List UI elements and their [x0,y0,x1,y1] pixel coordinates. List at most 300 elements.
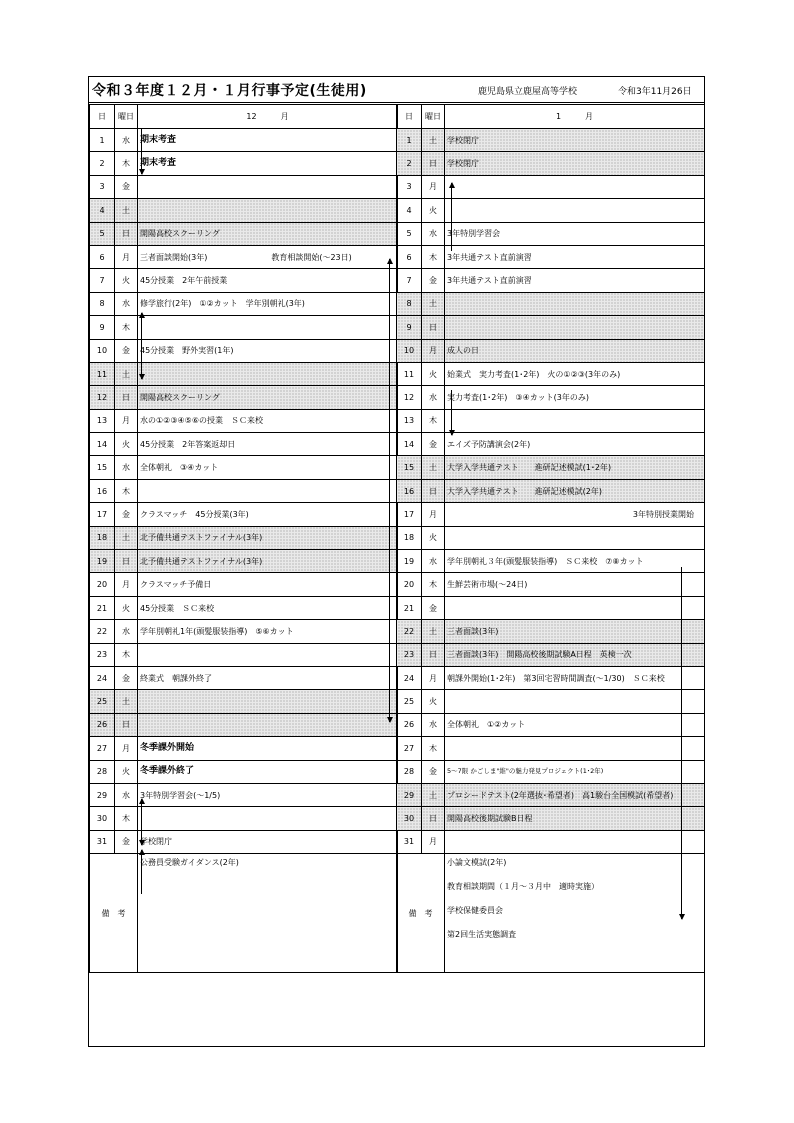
event-cell [138,737,398,760]
event-cell [445,713,705,736]
arrow-counseling-period [389,259,390,722]
weekday-cell: 月 [422,503,445,526]
event-cell [138,269,398,292]
event-text: 北予備共通テストファイナル(3年) [140,533,263,543]
weekday-cell: 日 [422,152,445,175]
day-cell: 28 [90,760,115,783]
event-cell [445,456,705,479]
day-cell: 4 [90,199,115,222]
event-cell [138,643,398,666]
note-line: 小論文模試(2年) [447,858,507,868]
weekday-cell: 木 [115,479,138,502]
issue-date: 令和3年11月26日 [618,87,692,97]
event-text: 冬季課外開始 [140,742,195,753]
weekday-cell: 日 [115,386,138,409]
day-cell: 27 [397,737,422,760]
event-cell [138,550,398,573]
event-text: 修学旅行(2年) ①②カット 学年別朝礼(3年) [140,299,305,309]
notes-cell [445,854,705,973]
event-cell [138,666,398,689]
event-cell [138,596,398,619]
table-row [397,573,705,596]
weekday-cell: 金 [115,339,138,362]
weekday-cell: 水 [422,713,445,736]
event-text: 終業式 朝課外終了 [140,673,212,683]
table-row [90,316,398,339]
table-row [90,666,398,689]
table-row [397,362,705,385]
day-cell: 17 [397,503,422,526]
weekday-cell: 火 [422,199,445,222]
weekday-cell: 土 [115,526,138,549]
day-cell: 8 [397,292,422,315]
table-row [90,573,398,596]
day-cell: 25 [397,690,422,713]
school-name: 鹿児島県立鹿屋高等学校 [478,87,578,97]
day-header: 日 [90,105,115,129]
day-cell: 14 [397,433,422,456]
table-row [397,175,705,198]
day-cell: 12 [397,386,422,409]
event-cell [138,409,398,432]
table-row [397,409,705,432]
day-cell: 18 [397,526,422,549]
day-cell: 20 [90,573,115,596]
table-header [397,105,705,129]
weekday-cell: 金 [115,503,138,526]
weekday-cell: 日 [422,316,445,339]
event-cell [138,245,398,268]
note-line: 第2回生活実態調査 [447,930,517,940]
weekday-cell: 月 [422,175,445,198]
day-cell: 22 [397,620,422,643]
day-cell: 10 [397,339,422,362]
weekday-cell: 水 [422,550,445,573]
day-cell: 1 [397,129,422,152]
arrow-special-study [141,850,142,894]
notes-label: 備 考 [90,854,138,973]
table-row [90,129,398,152]
weekday-cell: 水 [115,783,138,806]
table-row [90,550,398,573]
event-cell [138,526,398,549]
table-row [397,807,705,830]
note-line: 公務員受験ガイダンス(2年) [140,858,239,868]
event-text: 大学入学共通テスト 進研記述模試(2年) [447,486,603,496]
weekday-cell: 木 [422,409,445,432]
title-bar [89,77,704,103]
event-text: 3年特別学習会 [447,229,501,239]
weekday-cell: 火 [115,760,138,783]
weekday-cell: 月 [422,830,445,853]
table-row [397,129,705,152]
weekday-cell: 木 [115,643,138,666]
weekday-cell: 土 [115,690,138,713]
december-table [89,104,398,973]
table-row [90,807,398,830]
event-cell [445,596,705,619]
day-cell: 22 [90,620,115,643]
weekday-cell: 火 [115,269,138,292]
weekday-cell: 土 [115,362,138,385]
weekday-cell: 日 [422,807,445,830]
event-cell [445,339,705,362]
table-row [397,292,705,315]
table-row [90,503,398,526]
day-cell: 16 [90,479,115,502]
event-cell [138,129,398,152]
arrow-jan-exam [451,390,452,435]
weekday-cell: 月 [422,666,445,689]
day-cell: 19 [397,550,422,573]
event-text: 45分授業 ＳＣ来校 [140,603,215,613]
day-cell: 17 [90,503,115,526]
day-cell: 7 [90,269,115,292]
arrow-winter-course [141,799,142,845]
event-text: 3年特別学習会(～1/5) [140,790,221,800]
event-cell [445,783,705,806]
event-cell [138,479,398,502]
event-cell [138,339,398,362]
table-row [90,643,398,666]
event-cell [138,433,398,456]
event-cell [138,760,398,783]
table-row [397,830,705,853]
table-row [397,386,705,409]
event-cell [138,222,398,245]
event-cell [445,292,705,315]
weekday-cell: 土 [422,129,445,152]
weekday-cell: 金 [115,830,138,853]
weekday-cell: 月 [422,339,445,362]
table-row [397,503,705,526]
event-text: 学年別朝礼３年(頭髪服装指導) ＳＣ来校 ⑦⑧カット [447,556,644,566]
day-cell: 29 [90,783,115,806]
weekday-cell: 月 [115,409,138,432]
table-row [397,783,705,806]
event-text: 期末考査 [140,158,177,169]
event-text: エイズ予防講演会(2年) [447,439,531,449]
event-text: 学校閉庁 [447,135,479,145]
table-row [90,690,398,713]
event-text: 三者面談(3年) 開陽高校後期試験A日程 英検一次 [447,650,632,660]
weekday-cell: 土 [422,783,445,806]
event-cell [445,760,705,783]
table-row [90,245,398,268]
event-text: 三者面談開始(3年) 教育相談開始(～23日) [140,252,352,262]
table-row [90,713,398,736]
event-cell [138,783,398,806]
page-title: 令和３年度１２月・１月行事予定(生徒用) [92,83,367,99]
event-cell [138,620,398,643]
event-text: 45分授業 2年答案返却日 [140,439,236,449]
event-text: プロシードテスト(2年選抜･希望者) 高1駿台全国模試(希望者) [447,790,674,800]
month-header: 1 月 [445,105,705,129]
event-text: 水の①②③④⑤⑥の授業 ＳＣ来校 [140,416,264,426]
day-cell: 10 [90,339,115,362]
weekday-cell: 水 [422,386,445,409]
arrow-school-trip [141,313,142,379]
event-text: 開陽高校スクーリング [140,392,220,402]
day-cell: 15 [397,456,422,479]
weekday-cell: 土 [115,199,138,222]
weekday-cell: 金 [115,666,138,689]
event-text: 北予備共通テストファイナル(3年) [140,556,263,566]
weekday-cell: 火 [422,362,445,385]
day-cell: 29 [397,783,422,806]
table-row [397,620,705,643]
event-text: 期末考査 [140,134,177,145]
table-row [90,830,398,853]
day-cell: 14 [90,433,115,456]
table-row [397,526,705,549]
weekday-cell: 日 [422,479,445,502]
weekday-cell: 水 [115,456,138,479]
event-text: 開陽高校後期試験B日程 [447,814,533,824]
day-cell: 13 [90,409,115,432]
table-row [90,362,398,385]
day-cell: 7 [397,269,422,292]
weekday-cell: 月 [115,573,138,596]
day-cell: 21 [397,596,422,619]
table-row [90,760,398,783]
event-cell [445,269,705,292]
table-row [397,596,705,619]
day-cell: 2 [90,152,115,175]
day-cell: 27 [90,737,115,760]
arrow-jan-study [451,183,452,251]
note-line: 学校保健委員会 [447,906,503,916]
day-cell: 25 [90,690,115,713]
weekday-cell: 火 [422,526,445,549]
weekday-cell: 金 [115,175,138,198]
day-cell: 23 [397,643,422,666]
weekday-cell: 土 [422,456,445,479]
weekday-header: 曜日 [115,105,138,129]
event-text: 冬季課外終了 [140,766,195,777]
table-row [397,199,705,222]
event-text: 3年特別授業開始 [632,509,694,519]
day-cell: 5 [397,222,422,245]
event-text: 学校閉庁 [140,837,172,847]
event-text: 朝課外開始(1･2年) 第3回宅習時間調査(～1/30) ＳＣ来校 [447,673,665,683]
event-text: 5～7限 かごしま"維"の魅力発見プロジェクト(1･2年) [447,767,604,776]
weekday-cell: 水 [115,129,138,152]
weekday-cell: 木 [115,807,138,830]
table-row [397,269,705,292]
day-cell: 5 [90,222,115,245]
event-text: 3年共通テスト直前演習 [447,276,532,286]
event-cell [445,409,705,432]
weekday-cell: 金 [422,760,445,783]
day-cell: 31 [90,830,115,853]
event-cell [138,292,398,315]
table-row [90,456,398,479]
table-row [90,526,398,549]
event-cell [445,666,705,689]
day-cell: 9 [90,316,115,339]
table-row [397,222,705,245]
event-cell [445,503,705,526]
weekday-cell: 土 [422,292,445,315]
weekday-cell: 日 [115,550,138,573]
event-cell [445,550,705,573]
event-text: 学校閉庁 [447,159,479,169]
weekday-cell: 月 [115,737,138,760]
weekday-cell: 水 [422,222,445,245]
event-cell [445,807,705,830]
day-cell: 6 [397,245,422,268]
event-text: クラスマッチ予備日 [140,580,212,590]
event-cell [445,737,705,760]
notes-cell [138,854,398,973]
event-cell [445,316,705,339]
table-row [397,479,705,502]
day-cell: 3 [397,175,422,198]
month-header: 12 月 [138,105,398,129]
day-cell: 4 [397,199,422,222]
day-cell: 19 [90,550,115,573]
weekday-cell: 木 [422,737,445,760]
day-cell: 3 [90,175,115,198]
event-text: 3年共通テスト直前演習 [447,252,532,262]
event-cell [445,245,705,268]
event-cell [138,362,398,385]
weekday-cell: 日 [115,222,138,245]
event-cell [445,175,705,198]
weekday-cell: 木 [115,316,138,339]
event-cell [445,830,705,853]
event-text: 成人の日 [447,346,479,356]
weekday-cell: 木 [422,245,445,268]
event-text: 三者面談(3年) [447,626,499,636]
event-cell [445,620,705,643]
event-cell [445,690,705,713]
day-cell: 9 [397,316,422,339]
day-cell: 1 [90,129,115,152]
table-header [90,105,398,129]
table-row [90,222,398,245]
event-cell [138,456,398,479]
event-text: 45分授業 野外実習(1年) [140,346,234,356]
event-cell [445,433,705,456]
arrow-special-class [681,567,682,919]
event-cell [445,152,705,175]
day-cell: 16 [397,479,422,502]
event-text: 学年別朝礼1年(頭髪服装指導) ⑤⑥カット [140,626,294,636]
event-cell [138,830,398,853]
event-cell [138,503,398,526]
event-cell [445,362,705,385]
weekday-cell: 金 [422,433,445,456]
table-row [90,175,398,198]
table-row [397,737,705,760]
event-cell [138,316,398,339]
weekday-cell: 火 [115,596,138,619]
weekday-cell: 木 [115,152,138,175]
day-cell: 28 [397,760,422,783]
table-row [90,386,398,409]
event-cell [138,713,398,736]
weekday-header: 曜日 [422,105,445,129]
weekday-cell: 日 [422,643,445,666]
weekday-cell: 金 [422,596,445,619]
table-row [90,339,398,362]
table-row [397,245,705,268]
table-row [90,479,398,502]
event-cell [445,643,705,666]
event-cell [445,386,705,409]
day-cell: 24 [397,666,422,689]
table-row [397,713,705,736]
table-row [397,433,705,456]
event-text: 実力考査(1･2年) ③④カット(3年のみ) [447,392,590,402]
event-text: 45分授業 2年午前授業 [140,276,228,286]
weekday-cell: 火 [422,690,445,713]
table-row [90,269,398,292]
table-row [397,550,705,573]
day-cell: 30 [90,807,115,830]
day-cell: 2 [397,152,422,175]
event-cell [138,152,398,175]
day-cell: 26 [397,713,422,736]
event-cell [138,690,398,713]
event-cell [445,199,705,222]
day-cell: 11 [90,362,115,385]
event-text: 全体朝礼 ①②カット [447,720,526,730]
weekday-cell: 木 [422,573,445,596]
table-row [90,596,398,619]
event-text: 大学入学共通テスト 進研記述模試(1･2年) [447,463,612,473]
day-cell: 31 [397,830,422,853]
table-row [90,620,398,643]
day-cell: 20 [397,573,422,596]
table-row [90,737,398,760]
table-row [397,339,705,362]
table-row [90,292,398,315]
event-cell [138,175,398,198]
table-row [90,199,398,222]
table-row [397,666,705,689]
event-text: 全体朝礼 ③④カット [140,463,219,473]
day-cell: 11 [397,362,422,385]
weekday-cell: 月 [115,245,138,268]
january-table [396,104,705,973]
table-row [90,783,398,806]
event-text: クラスマッチ 45分授業(3年) [140,509,249,519]
notes-row [397,854,705,973]
table-row [397,690,705,713]
schedule-sheet [88,76,705,1047]
day-cell: 12 [90,386,115,409]
event-cell [445,526,705,549]
day-cell: 26 [90,713,115,736]
day-cell: 15 [90,456,115,479]
notes-row [90,854,398,973]
weekday-cell: 金 [422,269,445,292]
notes-label: 備 考 [397,854,445,973]
event-cell [445,222,705,245]
note-line: 教育相談期間（１月～３月中 適時実施） [447,882,599,892]
event-cell [138,199,398,222]
event-cell [445,573,705,596]
day-cell: 8 [90,292,115,315]
day-cell: 21 [90,596,115,619]
table-row [397,456,705,479]
day-cell: 6 [90,245,115,268]
event-cell [138,386,398,409]
day-cell: 23 [90,643,115,666]
